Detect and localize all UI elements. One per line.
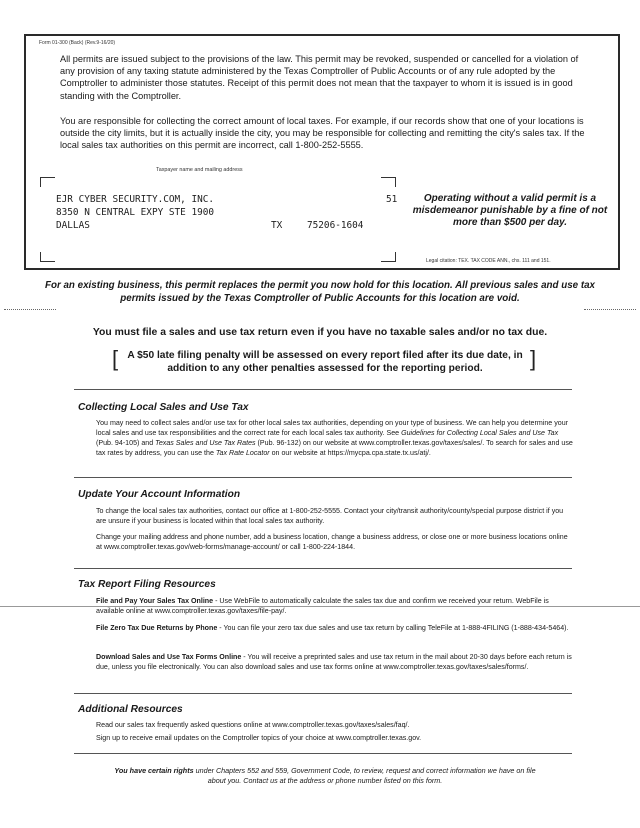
corner-bracket: [40, 177, 55, 187]
collecting-text: You may need to collect sales and/or use tax for other local sales tax authorities, depending on your type of business. We can help you determine your local sales and use tax responsibilities and the correct rate for each local sales tax authority. See Guidelines for Collecting Local Sales and Use Tax (Pub. 94-105) and Texas Sales and Use Tax Rates (Pub. 96-132) on our website at www.comptroller.texas.gov/taxes/sales/. To search for sales and use tax rates by address, you can use the Tax Rate Locator on our website at https://mycpa.cpa.state.tx.us/atj/.: [96, 419, 573, 457]
corner-bracket: [381, 252, 396, 262]
webfile-text: File and Pay Your Sales Tax Online - Use WebFile to automatically calculate the sales tax due and confirm we received your return. WebFile is available online at www.comptroller.texas.gov/taxes/file-pay/.: [96, 597, 549, 615]
permit-terms-paragraph: All permits are issued subject to the provisions of the law. This permit may be revoked, suspended or cancelled for a violation of any provision of any taxing statute administered by the Texas Comptroller of Public Accounts or of any rule adopted by the Comptroller to administer those statutes. Receipt of this permit does not mean that the taxpayer to whom it is issued is in good standing with the Comptroller.: [60, 54, 579, 101]
taxpayer-state: TX: [271, 220, 283, 231]
late-penalty-notice: A $50 late filing penalty will be assessed on every report filed after its due date, in addition to any other penalties assessed for the reporting period.: [127, 350, 523, 374]
left-bracket: [: [112, 346, 119, 371]
taxpayer-code: 51: [386, 194, 398, 205]
taxpayer-name: EJR CYBER SECURITY.COM, INC.: [56, 194, 215, 205]
update-text-2: Change your mailing address and phone number, add a business location, change a business address, or close one or more business locations online at www.comptroller.texas.gov/web-forms/manage-account/ or call 1-800-224-1844.: [96, 533, 568, 551]
additional-heading: Additional Resources: [78, 704, 183, 715]
collecting-heading: Collecting Local Sales and Use Tax: [78, 402, 249, 413]
section-rule: [74, 753, 572, 754]
rates-title: Texas Sales and Use Tax Rates: [155, 439, 256, 447]
dotted-divider: [584, 309, 636, 310]
taxpayer-label: Taxpayer name and mailing address: [156, 167, 243, 173]
must-file-statement: You must file a sales and use tax return even if you have no taxable sales and/or no tax due.: [92, 327, 548, 338]
tax-rate-locator: Tax Rate Locator: [215, 449, 270, 457]
section-rule: [74, 693, 572, 694]
update-text-1: To change the local sales tax authorities, contact our office at 1-800-252-5555. Contact your city/transit authority/county/special purpose district if you are unsure if your business is located within that local sales tax authority.: [96, 507, 564, 525]
update-heading: Update Your Account Information: [78, 489, 241, 500]
form-number: Form 01-300 (Back) (Rev.9-16/20): [39, 40, 116, 46]
section-rule: [74, 477, 572, 478]
filing-heading: Tax Report Filing Resources: [78, 579, 216, 590]
email-updates-text: Sign up to receive email updates on the Comptroller topics of your choice at www.comptroller.texas.gov.: [96, 734, 422, 742]
section-rule: [74, 568, 572, 569]
rights-notice: You have certain rights under Chapters 552 and 559, Government Code, to review, request and correct information we have on file about you. Contact us at the address or phone number listed on this form.: [114, 766, 536, 785]
faq-text: Read our sales tax frequently asked questions online at www.comptroller.texas.gov/taxes/sales/faq/.: [96, 721, 410, 729]
section-rule: [74, 389, 572, 390]
misdemeanor-warning: Operating without a valid permit is a misdemeanor punishable by a fine of not more than $500 per day.: [412, 193, 608, 228]
taxpayer-city: DALLAS: [56, 220, 90, 231]
permit-box: [24, 34, 620, 270]
corner-bracket: [381, 177, 396, 187]
dotted-divider: [4, 309, 56, 310]
taxpayer-street: 8350 N CENTRAL EXPY STE 1900: [56, 207, 215, 218]
local-taxes-paragraph: You are responsible for collecting the correct amount of local taxes. For example, if our records show that one of your locations is outside the city limits, but it is actually inside the city, you may be responsible for collecting and remitting the city's sales tax. If the local sales tax authorities on this permit are incorrect, call 1-800-252-5555.: [60, 116, 585, 151]
guidelines-title: Guidelines for Collecting Local Sales and Use Tax: [401, 429, 559, 437]
right-bracket: ]: [530, 346, 537, 371]
telefile-text: File Zero Tax Due Returns by Phone - You can file your zero tax due sales and use tax return by calling TeleFile at 1-888-4FILING (1-888-434-5464).: [96, 624, 569, 632]
download-forms-text: Download Sales and Use Tax Forms Online - You will receive a preprinted sales and use tax return in the mail about 20-30 days before each return is due, unless you file electronically. You can also download sales and use tax forms online at www.comptroller.texas.gov/taxes/sales/forms/.: [96, 653, 572, 671]
legal-citation: Legal citation: TEX. TAX CODE ANN., chs. 111 and 151.: [426, 258, 551, 264]
taxpayer-zip: 75206-1604: [307, 220, 364, 231]
existing-business-notice: For an existing business, this permit replaces the permit you now hold for this location. All previous sales and use tax permits issued by the Texas Comptroller of Public Accounts for this location are void.: [44, 280, 596, 304]
corner-bracket: [40, 252, 55, 262]
